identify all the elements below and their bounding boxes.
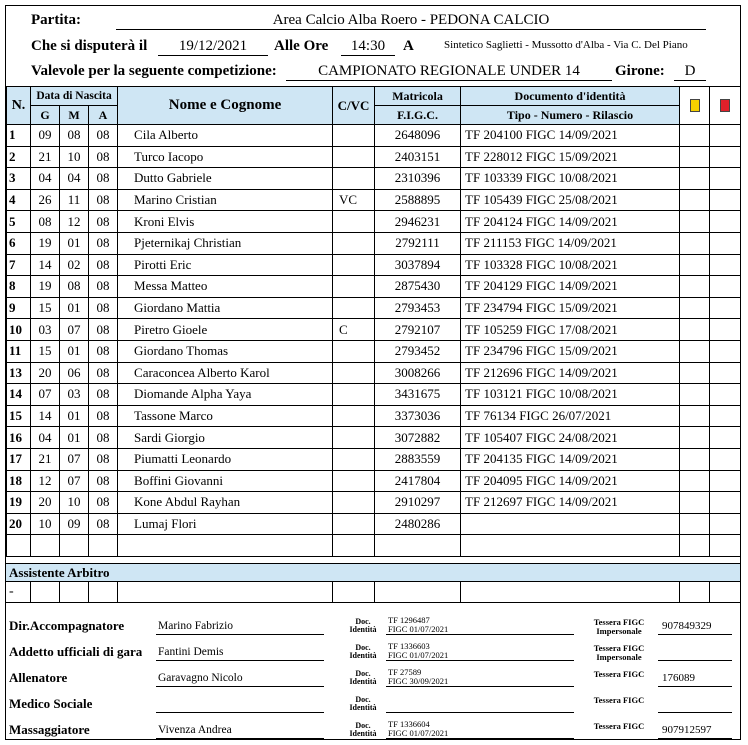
player-document: TF 103328 FIGC 10/08/2021 <box>461 254 680 276</box>
player-document: TF 76134 FIGC 26/07/2021 <box>461 405 680 427</box>
staff-tessera-value <box>658 698 732 713</box>
captain-flag <box>333 492 375 514</box>
player-matricola: 3373036 <box>375 405 461 427</box>
player-document: TF 204100 FIGC 14/09/2021 <box>461 125 680 147</box>
player-row <box>7 146 741 168</box>
player-row <box>7 211 741 233</box>
staff-role: Allenatore <box>9 670 68 685</box>
assistant-referee-header: Assistente Arbitro <box>6 563 740 582</box>
player-name: Diomande Alpha Yaya <box>118 384 333 406</box>
player-document <box>461 513 680 535</box>
staff-doc-line2: FIGC 30/09/2021 <box>388 675 449 686</box>
birth-day: 20 <box>31 492 60 514</box>
staff-row <box>6 664 740 690</box>
card-cell <box>680 319 710 341</box>
card-cell <box>680 340 710 362</box>
staff-tessera-label: Tessera FIGC <box>593 669 645 679</box>
player-number: 5 <box>7 211 31 233</box>
birth-month: 10 <box>60 146 89 168</box>
player-row <box>7 362 741 384</box>
player-name: Sardi Giorgio <box>118 427 333 449</box>
player-name: Piumatti Leonardo <box>118 448 333 470</box>
captain-flag <box>333 276 375 298</box>
player-name: Piretro Gioele <box>118 319 333 341</box>
birth-day: 08 <box>31 211 60 233</box>
player-number: 1 <box>7 125 31 147</box>
player-matricola: 2875430 <box>375 276 461 298</box>
empty-cell <box>118 535 333 557</box>
time-label: Alle Ore <box>274 38 329 54</box>
col-doc-sub: Tipo - Numero - Rilascio <box>461 106 680 125</box>
player-name: Dutto Gabriele <box>118 168 333 190</box>
empty-cell <box>89 535 118 557</box>
player-number: 8 <box>7 276 31 298</box>
card-cell <box>710 448 741 470</box>
partita-label: Partita: <box>31 12 81 28</box>
card-cell <box>710 340 741 362</box>
player-matricola: 2588895 <box>375 189 461 211</box>
col-a: A <box>89 106 118 125</box>
birth-month: 07 <box>60 448 89 470</box>
player-name: Boffini Giovanni <box>118 470 333 492</box>
col-figc: F.I.G.C. <box>375 106 461 125</box>
card-cell <box>680 232 710 254</box>
assistant-referee-row <box>6 582 740 603</box>
captain-flag <box>333 362 375 384</box>
birth-year: 08 <box>89 254 118 276</box>
staff-doc-line2: FIGC 01/07/2021 <box>388 727 449 738</box>
birth-month: 02 <box>60 254 89 276</box>
col-doc: Documento d'identità <box>461 87 680 106</box>
player-number: 3 <box>7 168 31 190</box>
player-matricola: 2793453 <box>375 297 461 319</box>
captain-flag: VC <box>333 189 375 211</box>
player-number: 11 <box>7 340 31 362</box>
card-cell <box>680 492 710 514</box>
birth-year: 08 <box>89 492 118 514</box>
captain-flag <box>333 254 375 276</box>
players-table <box>6 86 741 557</box>
player-document: TF 228012 FIGC 15/09/2021 <box>461 146 680 168</box>
captain-flag <box>333 513 375 535</box>
player-number: 17 <box>7 448 31 470</box>
staff-doc <box>386 668 574 687</box>
staff-doc-line1: TF 1296487 <box>388 615 430 625</box>
empty-cell <box>710 535 741 557</box>
player-number: 2 <box>7 146 31 168</box>
assistant-referee-value: - <box>9 584 14 599</box>
player-row <box>7 513 741 535</box>
card-cell <box>710 146 741 168</box>
col-g: G <box>31 106 60 125</box>
card-cell <box>710 211 741 233</box>
red-card-icon <box>720 99 730 112</box>
birth-month: 07 <box>60 319 89 341</box>
birth-day: 04 <box>31 168 60 190</box>
competition-value: CAMPIONATO REGIONALE UNDER 14 <box>286 63 612 81</box>
card-cell <box>710 297 741 319</box>
birth-day: 04 <box>31 427 60 449</box>
partita-value: Area Calcio Alba Roero - PEDONA CALCIO <box>116 12 706 30</box>
player-number: 7 <box>7 254 31 276</box>
staff-role: Massaggiatore <box>9 722 90 737</box>
card-cell <box>710 168 741 190</box>
col-name: Nome e Cognome <box>118 87 333 125</box>
birth-day: 19 <box>31 276 60 298</box>
player-matricola: 3072882 <box>375 427 461 449</box>
player-name: Turco Iacopo <box>118 146 333 168</box>
venue-value: Sintetico Saglietti - Mussotto d'Alba - Via C. Del Piano <box>444 39 688 51</box>
player-row <box>7 340 741 362</box>
card-cell <box>680 448 710 470</box>
date-value: 19/12/2021 <box>158 38 268 56</box>
captain-flag <box>333 125 375 147</box>
staff-name: Garavagno Nicolo <box>156 672 324 687</box>
player-name: Kroni Elvis <box>118 211 333 233</box>
staff-name: Vivenza Andrea <box>156 724 324 739</box>
captain-flag <box>333 232 375 254</box>
staff-row <box>6 716 740 742</box>
card-cell <box>680 405 710 427</box>
match-header <box>6 6 740 90</box>
player-document: TF 105259 FIGC 17/08/2021 <box>461 319 680 341</box>
player-number: 4 <box>7 189 31 211</box>
staff-doc-label: Doc. Identità <box>349 617 377 634</box>
staff-tessera-value: 176089 <box>658 672 732 687</box>
player-document: TF 103339 FIGC 10/08/2021 <box>461 168 680 190</box>
birth-day: 26 <box>31 189 60 211</box>
birth-day: 09 <box>31 125 60 147</box>
card-cell <box>710 276 741 298</box>
birth-year: 08 <box>89 470 118 492</box>
birth-year: 08 <box>89 189 118 211</box>
player-name: Tassone Marco <box>118 405 333 427</box>
player-matricola: 2648096 <box>375 125 461 147</box>
player-name: Giordano Thomas <box>118 340 333 362</box>
player-document: TF 204129 FIGC 14/09/2021 <box>461 276 680 298</box>
player-document: TF 204095 FIGC 14/09/2021 <box>461 470 680 492</box>
birth-year: 08 <box>89 297 118 319</box>
birth-year: 08 <box>89 232 118 254</box>
staff-role: Addetto ufficiali di gara <box>9 644 143 659</box>
captain-flag <box>333 340 375 362</box>
date-label: Che si disputerà il <box>31 38 148 54</box>
captain-flag <box>333 427 375 449</box>
competition-label: Valevole per la seguente competizione: <box>31 63 277 79</box>
player-document: TF 204124 FIGC 14/09/2021 <box>461 211 680 233</box>
card-cell <box>680 254 710 276</box>
card-cell <box>680 297 710 319</box>
card-cell <box>710 492 741 514</box>
birth-year: 08 <box>89 276 118 298</box>
player-row <box>7 427 741 449</box>
staff-doc-label: Doc. Identità <box>349 721 377 738</box>
captain-flag <box>333 211 375 233</box>
card-cell <box>680 362 710 384</box>
player-number: 6 <box>7 232 31 254</box>
player-matricola: 2792107 <box>375 319 461 341</box>
staff-tessera-value <box>658 646 732 661</box>
player-row <box>7 189 741 211</box>
staff-tessera-label: Tessera FIGC Impersonale <box>593 643 645 662</box>
player-row <box>7 492 741 514</box>
staff-doc-label: Doc. Identità <box>349 643 377 660</box>
captain-flag <box>333 297 375 319</box>
birth-year: 08 <box>89 211 118 233</box>
birth-month: 06 <box>60 362 89 384</box>
staff-doc-line1: TF 1336603 <box>388 641 430 651</box>
staff-row <box>6 690 740 716</box>
player-matricola: 2883559 <box>375 448 461 470</box>
staff-doc <box>386 642 574 661</box>
player-name: Giordano Mattia <box>118 297 333 319</box>
player-name: Kone Abdul Rayhan <box>118 492 333 514</box>
staff-tessera-label: Tessera FIGC <box>593 721 645 731</box>
staff-role: Dir.Accompagnatore <box>9 618 125 633</box>
player-matricola: 2417804 <box>375 470 461 492</box>
staff-name <box>156 698 324 713</box>
player-number: 14 <box>7 384 31 406</box>
player-number: 18 <box>7 470 31 492</box>
birth-year: 08 <box>89 125 118 147</box>
player-row <box>7 470 741 492</box>
captain-flag <box>333 168 375 190</box>
card-cell <box>680 168 710 190</box>
card-cell <box>680 189 710 211</box>
birth-day: 19 <box>31 232 60 254</box>
player-row <box>7 254 741 276</box>
col-cvc: C/VC <box>333 87 375 125</box>
birth-month: 03 <box>60 384 89 406</box>
yellow-card-icon <box>690 99 700 112</box>
player-matricola: 3037894 <box>375 254 461 276</box>
player-number: 19 <box>7 492 31 514</box>
player-matricola: 2793452 <box>375 340 461 362</box>
col-number: N. <box>7 87 31 125</box>
empty-cell <box>680 535 710 557</box>
birth-day: 20 <box>31 362 60 384</box>
card-cell <box>680 513 710 535</box>
birth-day: 03 <box>31 319 60 341</box>
player-name: Marino Cristian <box>118 189 333 211</box>
birth-month: 10 <box>60 492 89 514</box>
card-cell <box>710 319 741 341</box>
birth-year: 08 <box>89 168 118 190</box>
col-birth: Data di Nascita <box>31 87 118 106</box>
captain-flag <box>333 146 375 168</box>
birth-year: 08 <box>89 427 118 449</box>
player-number: 13 <box>7 362 31 384</box>
player-matricola: 2910297 <box>375 492 461 514</box>
captain-flag <box>333 470 375 492</box>
card-cell <box>680 211 710 233</box>
staff-doc-line1: TF 1336604 <box>388 719 430 729</box>
birth-month: 07 <box>60 470 89 492</box>
girone-value: D <box>674 63 706 81</box>
player-document: TF 105439 FIGC 25/08/2021 <box>461 189 680 211</box>
empty-cell <box>333 535 375 557</box>
staff-doc <box>386 616 574 635</box>
yellow-card-col <box>680 87 710 125</box>
player-document: TF 204135 FIGC 14/09/2021 <box>461 448 680 470</box>
captain-flag: C <box>333 319 375 341</box>
captain-flag <box>333 405 375 427</box>
player-row <box>7 232 741 254</box>
birth-month: 04 <box>60 168 89 190</box>
staff-name: Fantini Demis <box>156 646 324 661</box>
staff-doc-line2: FIGC 01/07/2021 <box>388 623 449 634</box>
staff-row <box>6 612 740 638</box>
birth-day: 14 <box>31 405 60 427</box>
captain-flag <box>333 384 375 406</box>
player-document: TF 103121 FIGC 10/08/2021 <box>461 384 680 406</box>
player-row <box>7 319 741 341</box>
player-document: TF 234796 FIGC 15/09/2021 <box>461 340 680 362</box>
card-cell <box>680 384 710 406</box>
player-name: Pjeternikaj Christian <box>118 232 333 254</box>
player-number: 9 <box>7 297 31 319</box>
girone-label: Girone: <box>615 63 665 79</box>
birth-year: 08 <box>89 362 118 384</box>
player-name: Messa Matteo <box>118 276 333 298</box>
birth-month: 01 <box>60 297 89 319</box>
empty-cell <box>31 535 60 557</box>
card-cell <box>680 470 710 492</box>
card-cell <box>710 384 741 406</box>
staff-doc-label: Doc. Identità <box>349 695 377 712</box>
birth-year: 08 <box>89 405 118 427</box>
player-row <box>7 276 741 298</box>
staff-doc-label: Doc. Identità <box>349 669 377 686</box>
a-label: A <box>403 38 414 54</box>
card-cell <box>680 276 710 298</box>
birth-day: 14 <box>31 254 60 276</box>
player-matricola: 2403151 <box>375 146 461 168</box>
birth-day: 21 <box>31 146 60 168</box>
staff-doc <box>386 694 574 713</box>
birth-day: 21 <box>31 448 60 470</box>
staff-name: Marino Fabrizio <box>156 620 324 635</box>
player-row <box>7 168 741 190</box>
card-cell <box>710 405 741 427</box>
player-row <box>7 448 741 470</box>
player-number: 20 <box>7 513 31 535</box>
birth-year: 08 <box>89 448 118 470</box>
birth-day: 10 <box>31 513 60 535</box>
player-matricola: 3008266 <box>375 362 461 384</box>
player-matricola: 2310396 <box>375 168 461 190</box>
birth-month: 08 <box>60 276 89 298</box>
card-cell <box>710 125 741 147</box>
empty-cell <box>60 535 89 557</box>
birth-day: 15 <box>31 297 60 319</box>
col-matricola: Matricola <box>375 87 461 106</box>
staff-doc-line1: TF 27589 <box>388 667 422 677</box>
staff-doc-line2: FIGC 01/07/2021 <box>388 649 449 660</box>
birth-month: 12 <box>60 211 89 233</box>
player-name: Lumaj Flori <box>118 513 333 535</box>
card-cell <box>710 427 741 449</box>
player-document: TF 234794 FIGC 15/09/2021 <box>461 297 680 319</box>
card-cell <box>680 146 710 168</box>
player-row <box>7 405 741 427</box>
player-number: 10 <box>7 319 31 341</box>
birth-day: 07 <box>31 384 60 406</box>
player-name: Cila Alberto <box>118 125 333 147</box>
birth-year: 08 <box>89 319 118 341</box>
player-row <box>7 384 741 406</box>
red-card-col <box>710 87 741 125</box>
player-name: Pirotti Eric <box>118 254 333 276</box>
birth-month: 01 <box>60 340 89 362</box>
staff-doc <box>386 720 574 739</box>
player-number: 16 <box>7 427 31 449</box>
player-matricola: 2946231 <box>375 211 461 233</box>
match-sheet <box>5 5 741 740</box>
birth-month: 09 <box>60 513 89 535</box>
player-matricola: 2480286 <box>375 513 461 535</box>
staff-role: Medico Sociale <box>9 696 93 711</box>
card-cell <box>710 189 741 211</box>
birth-month: 11 <box>60 189 89 211</box>
player-document: TF 212697 FIGC 14/09/2021 <box>461 492 680 514</box>
player-matricola: 2792111 <box>375 232 461 254</box>
birth-month: 01 <box>60 405 89 427</box>
player-number: 15 <box>7 405 31 427</box>
card-cell <box>710 470 741 492</box>
staff-tessera-value: 907849329 <box>658 620 732 635</box>
staff-tessera-label: Tessera FIGC <box>593 695 645 705</box>
staff-tessera-value: 907912597 <box>658 724 732 739</box>
player-name: Caraconcea Alberto Karol <box>118 362 333 384</box>
player-document: TF 211153 FIGC 14/09/2021 <box>461 232 680 254</box>
card-cell <box>710 232 741 254</box>
birth-year: 08 <box>89 146 118 168</box>
player-matricola: 3431675 <box>375 384 461 406</box>
player-document: TF 212696 FIGC 14/09/2021 <box>461 362 680 384</box>
birth-year: 08 <box>89 513 118 535</box>
birth-year: 08 <box>89 340 118 362</box>
card-cell <box>710 513 741 535</box>
time-value: 14:30 <box>341 38 395 56</box>
birth-month: 01 <box>60 427 89 449</box>
birth-day: 15 <box>31 340 60 362</box>
player-row <box>7 297 741 319</box>
card-cell <box>710 254 741 276</box>
birth-year: 08 <box>89 384 118 406</box>
empty-cell <box>7 535 31 557</box>
staff-tessera-label: Tessera FIGC Impersonale <box>593 617 645 636</box>
empty-cell <box>375 535 461 557</box>
birth-month: 01 <box>60 232 89 254</box>
birth-day: 12 <box>31 470 60 492</box>
card-cell <box>710 362 741 384</box>
player-row <box>7 125 741 147</box>
player-document: TF 105407 FIGC 24/08/2021 <box>461 427 680 449</box>
birth-month: 08 <box>60 125 89 147</box>
staff-row <box>6 638 740 664</box>
card-cell <box>680 427 710 449</box>
captain-flag <box>333 448 375 470</box>
col-m: M <box>60 106 89 125</box>
card-cell <box>680 125 710 147</box>
empty-cell <box>461 535 680 557</box>
player-row-empty <box>7 535 741 557</box>
